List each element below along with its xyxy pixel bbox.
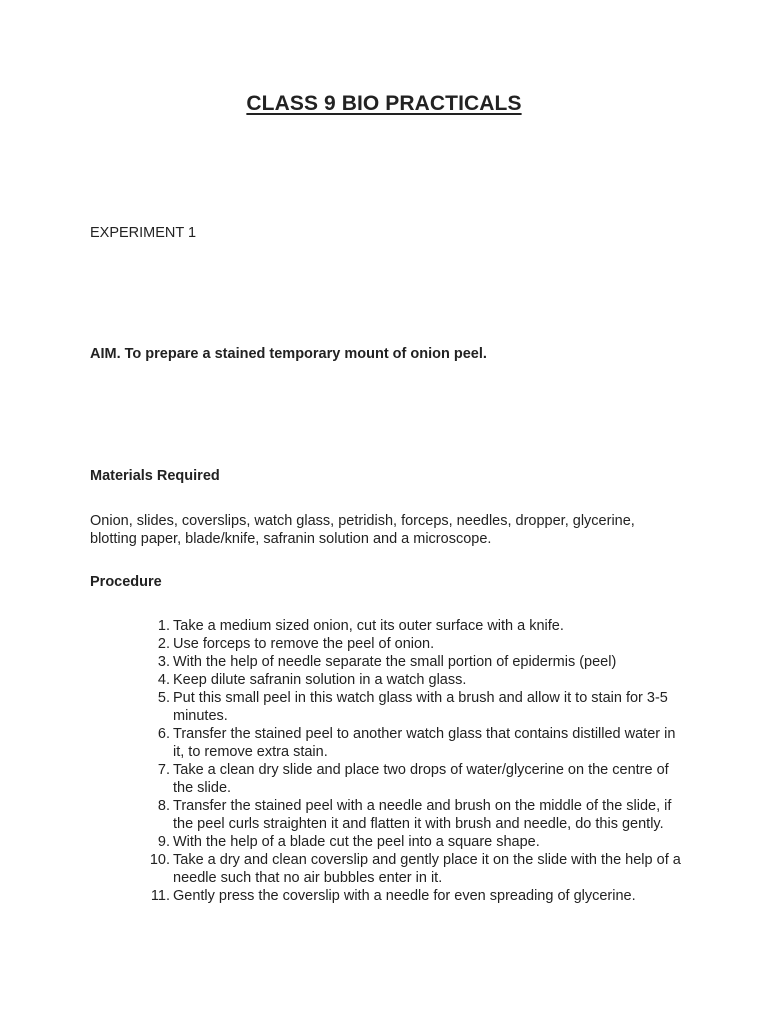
materials-heading: Materials Required: [90, 468, 220, 484]
step-number: 6.: [157, 726, 170, 742]
aim-statement: AIM. To prepare a stained temporary mount of onion peel.: [90, 346, 487, 362]
procedure-steps-list: [0, 617, 768, 905]
procedure-step: [0, 887, 688, 905]
step-text: Keep dilute safranin solution in a watch glass.: [173, 672, 467, 688]
step-number: 5.: [157, 690, 170, 706]
step-number: 1.: [157, 618, 170, 634]
step-number: 11.: [150, 888, 170, 904]
step-text: With the help of needle separate the small portion of epidermis (peel): [173, 654, 617, 670]
step-text: Gently press the coverslip with a needle for even spreading of glycerine.: [173, 888, 636, 904]
procedure-step: [0, 725, 688, 761]
step-text: Take a clean dry slide and place two drops of water/glycerine on the centre of the slide.: [173, 762, 669, 796]
materials-list-text: Onion, slides, coverslips, watch glass, petridish, forceps, needles, dropper, glycerine, blotting paper, blade/knife, safranin solution and a microscope.: [90, 513, 635, 547]
step-text: With the help of a blade cut the peel into a square shape.: [173, 834, 540, 850]
procedure-step: [0, 617, 688, 635]
step-number: 10.: [149, 852, 170, 868]
procedure-step: [0, 851, 688, 887]
step-number: 8.: [157, 798, 170, 814]
step-text: Take a dry and clean coverslip and gently place it on the slide with the help of a needle such that no air bubbles enter in it.: [173, 852, 681, 886]
procedure-step: [0, 635, 688, 653]
procedure-step: [0, 689, 688, 725]
step-text: Take a medium sized onion, cut its outer surface with a knife.: [173, 618, 564, 634]
step-number: 2.: [157, 636, 170, 652]
procedure-step: [0, 833, 688, 851]
procedure-step: [0, 653, 688, 671]
procedure-step: [0, 761, 688, 797]
step-number: 7.: [157, 762, 170, 778]
procedure-step: [0, 797, 688, 833]
procedure-heading: Procedure: [90, 574, 162, 590]
experiment-label: EXPERIMENT 1: [90, 225, 197, 241]
step-number: 9.: [157, 834, 170, 850]
page-title: CLASS 9 BIO PRACTICALS: [246, 92, 522, 115]
step-number: 3.: [157, 654, 170, 670]
step-text: Put this small peel in this watch glass with a brush and allow it to stain for 3-5 minutes.: [173, 690, 668, 724]
procedure-step: [0, 671, 688, 689]
step-text: Use forceps to remove the peel of onion.: [173, 636, 435, 652]
step-text: Transfer the stained peel to another watch glass that contains distilled water in it, to remove extra stain.: [173, 726, 676, 760]
step-number: 4.: [157, 672, 170, 688]
step-text: Transfer the stained peel with a needle and brush on the middle of the slide, if the peel curls straighten it and flatten it with brush and needle, do this gently.: [173, 798, 672, 832]
